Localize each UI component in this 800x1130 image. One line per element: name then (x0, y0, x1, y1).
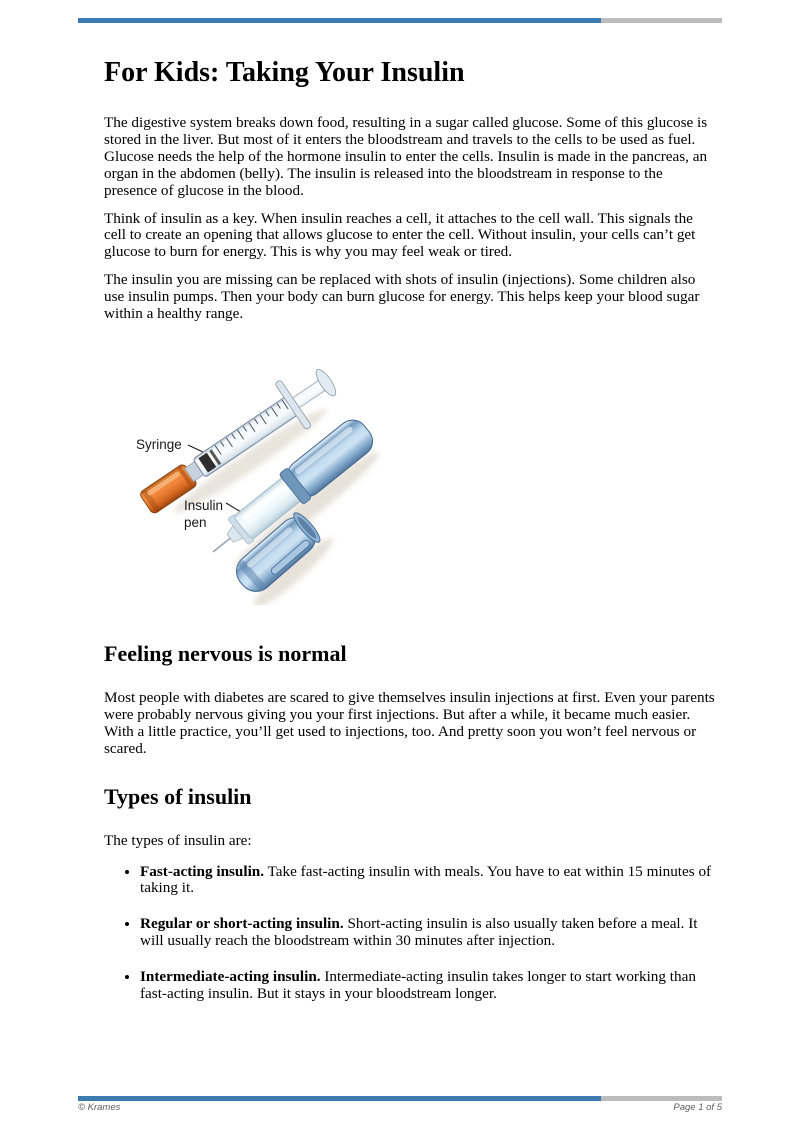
list-item-lead: Intermediate-acting insulin. (140, 968, 321, 986)
insulin-pen-label-line2: pen (184, 514, 207, 530)
intro-paragraph-2: Think of insulin as a key. When insulin reaches a cell, it attaches to the cell wall. This signals the cell to create an opening that allows glucose to enter the cell. Without insulin, your cells can’t get glucose to burn for energy. This is why you may feel weak or tired. (104, 209, 696, 261)
list-item-lead: Fast-acting insulin. (140, 862, 265, 880)
list-item-fast-acting (140, 864, 717, 898)
intro-paragraph-1: The digestive system breaks down food, resulting in a sugar called glucose. Some of this glucose is stored in the liver. But most of it enters the bloodstream and travels to the cells to be used as fuel. Glucose needs the help of the hormone insulin to enter the cells. Insulin is made in the pancreas, an organ in the abdomen (belly). The insulin is released into the bloodstream in response to the presence of glucose in the blood. (104, 114, 708, 199)
list-item-text: Intermediate-acting insulin takes longer to start working than fast-acting insulin. But it stays in your bloodstream longer. (140, 968, 696, 1003)
intro-paragraph-3: The insulin you are missing can be replaced with shots of insulin (injections). Some children also use insulin pumps. Then your body can burn glucose for energy. This helps keep your blood sugar within a healthy range. (104, 271, 700, 323)
list-item-short-acting (140, 916, 717, 950)
list-item-text: Short-acting insulin is also usually taken before a meal. It will usually reach the bloodstream within 30 minutes after injection. (140, 915, 698, 950)
feeling-nervous-paragraph: Most people with diabetes are scared to give themselves insulin injections at first. Even your parents were probably nervous giving you your first injections. But after a while, it became much easier. With a little practice, you’ll get used to injections, too. And pretty soon you won’t feel nervous or scared. (104, 688, 715, 757)
page-number-text: Page 1 of 5 (673, 1102, 722, 1113)
section-heading-types-of-insulin: Types of insulin (104, 783, 252, 809)
insulin-pen-label-line1: Insulin (184, 497, 224, 513)
section-heading-feeling-nervous: Feeling nervous is normal (104, 640, 347, 666)
list-item-lead: Regular or short-acting insulin. (140, 915, 344, 933)
bottom-rule-blue-segment (78, 1096, 601, 1101)
list-item-text: Take fast-acting insulin with meals. You have to eat within 15 minutes of taking it. (140, 862, 712, 897)
syringe-label: Syringe (136, 436, 182, 452)
pen-needle (213, 537, 232, 552)
types-intro-text: The types of insulin are: (104, 831, 252, 849)
page-footer (78, 1102, 722, 1113)
insulin-types-list (104, 864, 717, 1003)
bottom-rule (78, 1096, 722, 1101)
insulin-devices-illustration (106, 353, 428, 605)
copyright-text: © Krames (78, 1102, 121, 1113)
document-body (104, 0, 717, 1022)
list-item-intermediate-acting (140, 969, 717, 1003)
page-title: For Kids: Taking Your Insulin (104, 57, 465, 88)
bottom-rule-gray-segment (601, 1096, 722, 1101)
insulin-devices-figure (106, 353, 428, 605)
